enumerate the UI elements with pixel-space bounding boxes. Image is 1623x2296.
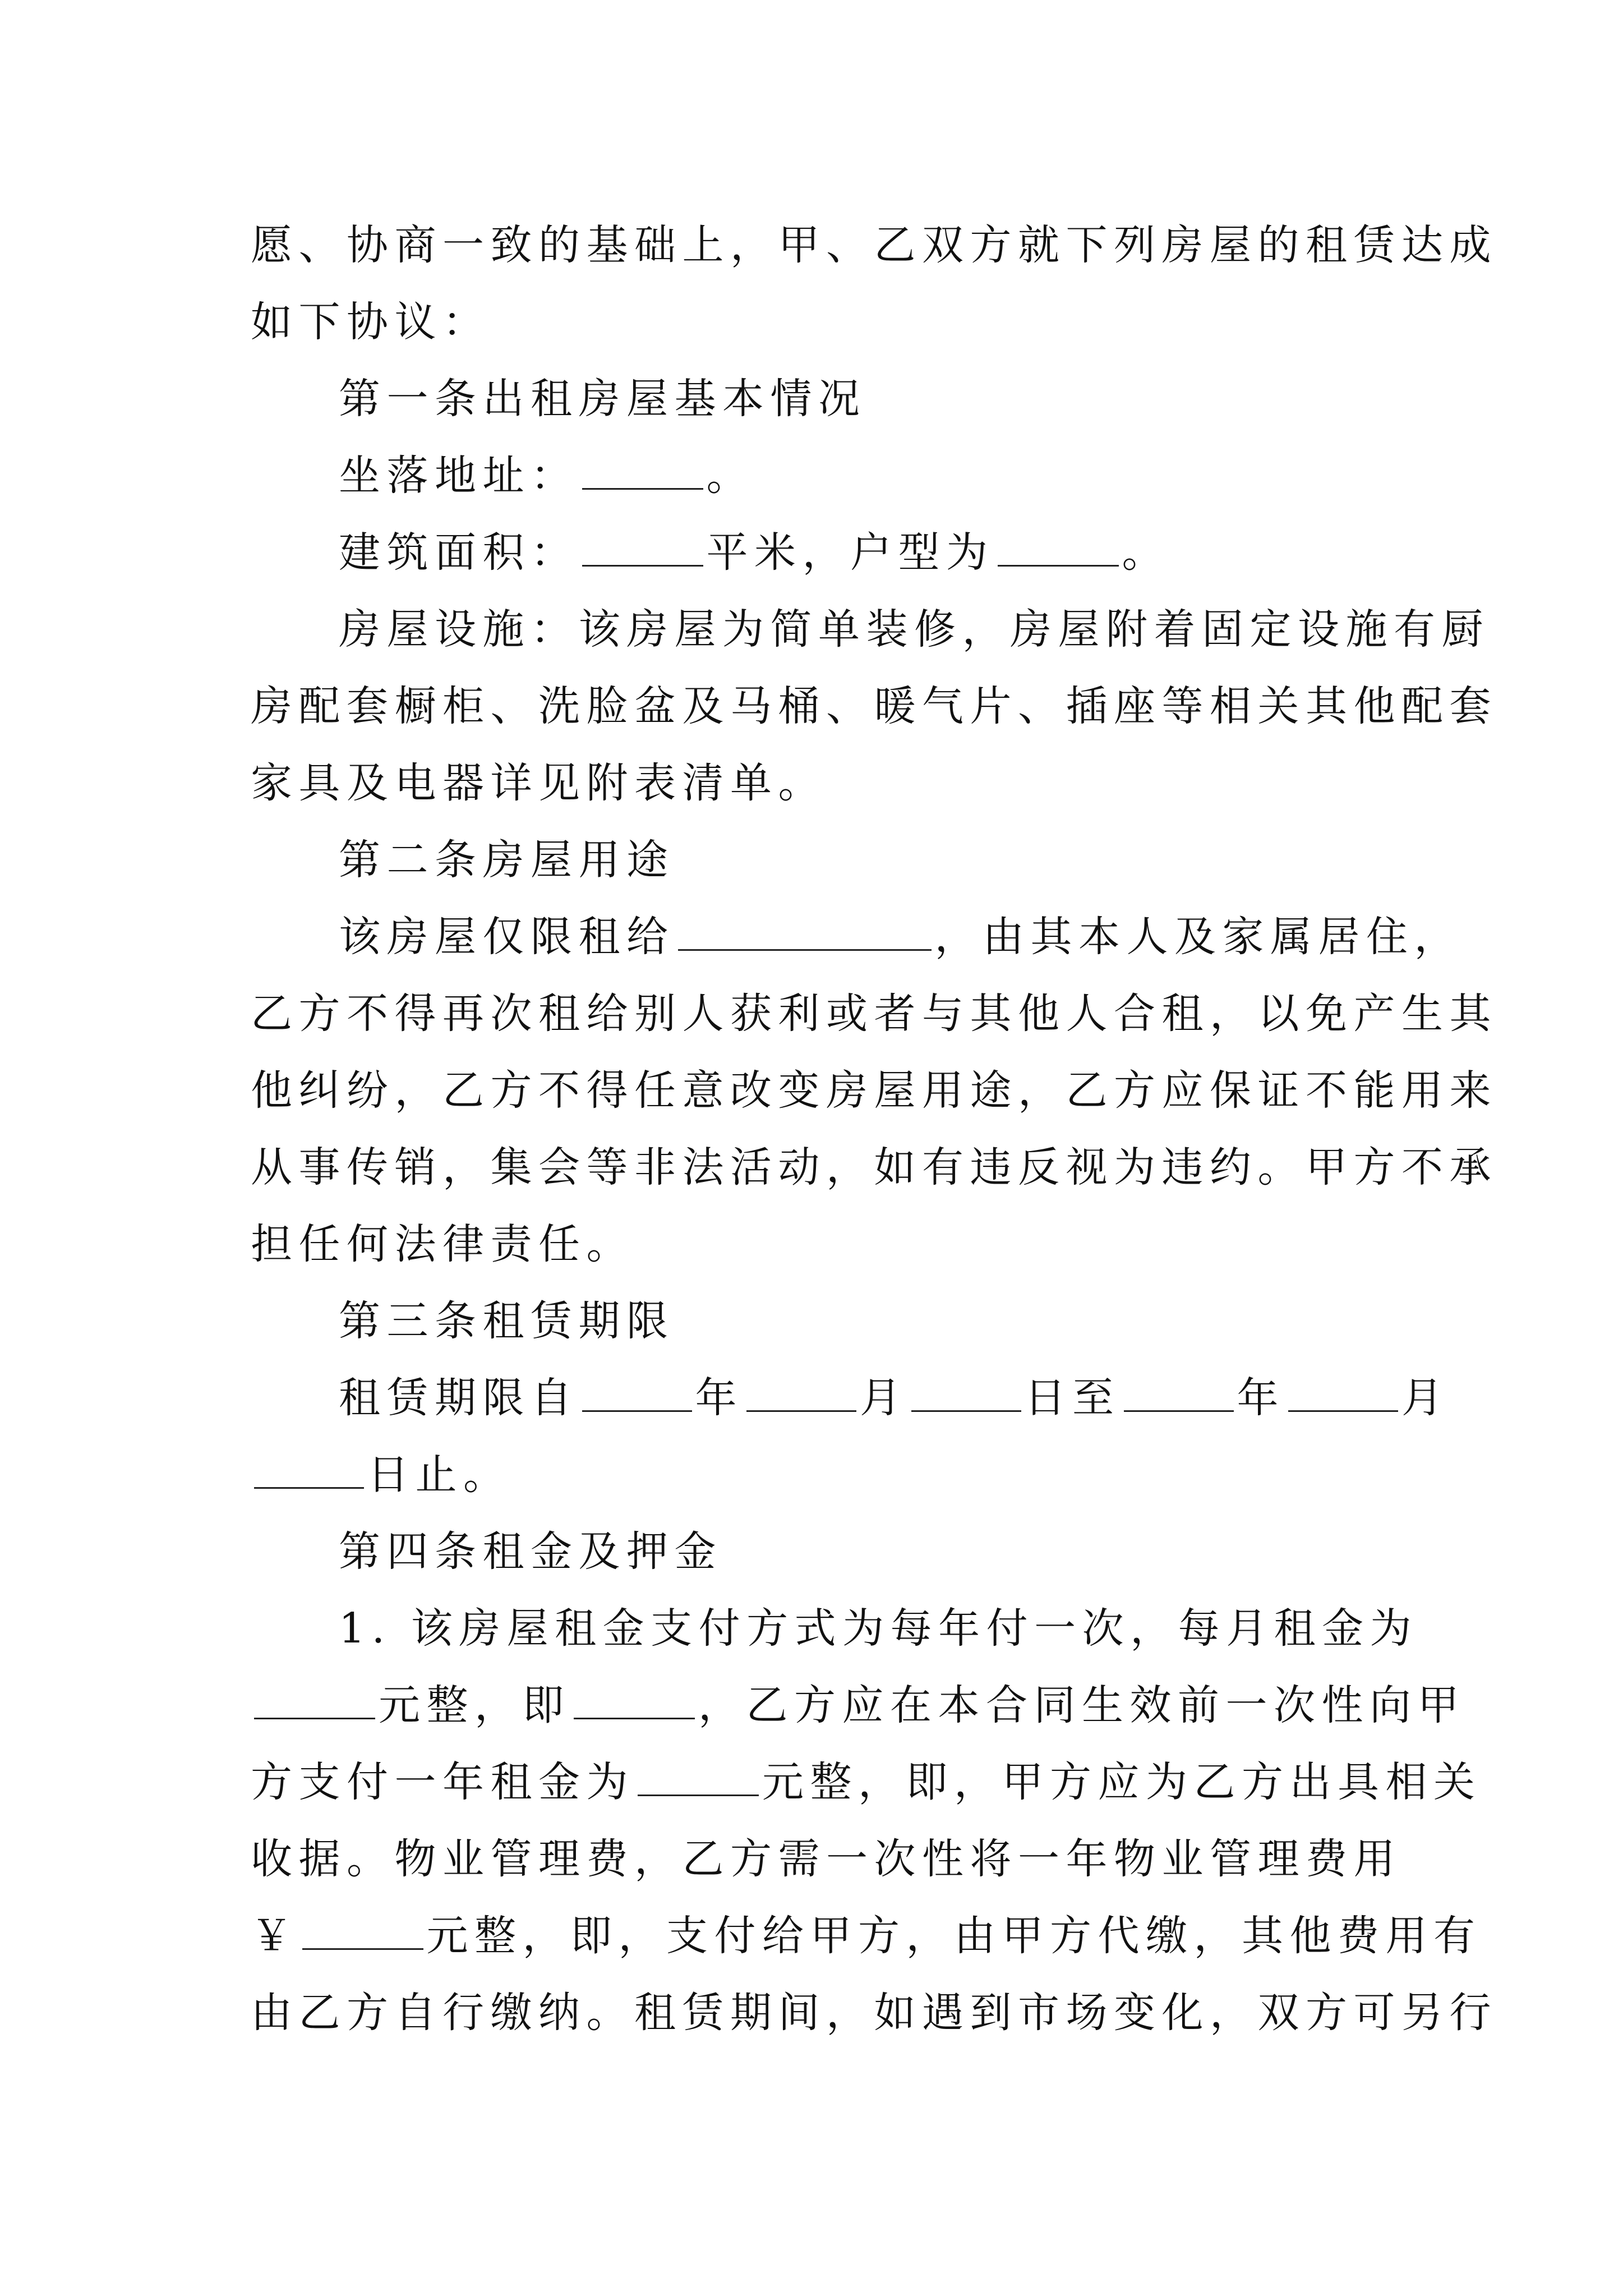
paragraph-line: 从事传销，集会等非法活动，如有违反视为违约。甲方不承 [251,1143,1497,1191]
property-fee-blank[interactable] [302,1915,423,1950]
monthly-rent-blank[interactable] [254,1684,375,1719]
paragraph-line: 愿、协商一致的基础上，甲、乙双方就下列房屋的租赁达成 [251,221,1497,269]
layout-blank[interactable] [998,531,1119,567]
article-heading-2: 第二条房屋用途 [339,836,675,884]
paragraph-line: 如下协议： [251,298,491,346]
start-month-blank[interactable] [746,1377,856,1412]
paragraph-line: 房配套橱柜、洗脸盆及马桶、暖气片、插座等相关其他配套 [251,682,1497,730]
paragraph-line: 收据。物业管理费，乙方需一次性将一年物业管理费用 [251,1835,1401,1883]
address-blank[interactable] [582,454,703,490]
annual-rent-line: 方支付一年租金为 元整，即，甲方应为乙方出具相关 [251,1758,1482,1806]
article-heading-3: 第三条租赁期限 [339,1297,675,1345]
property-fee-line: ￥ 元整，即，支付给甲方，由甲方代缴，其他费用有 [251,1912,1482,1960]
article-heading-4: 第四条租金及押金 [339,1527,722,1576]
end-year-blank[interactable] [1124,1377,1234,1412]
rent-amount-line: 元整，即 ，乙方应在本合同生效前一次性向甲 [251,1667,1417,1744]
paragraph-line: 他纠纷，乙方不得任意改变房屋用途，乙方应保证不能用来 [251,1066,1497,1115]
annual-rent-blank[interactable] [638,1761,759,1796]
paragraph-line: 乙方不得再次租给别人获利或者与其他人合租，以免产生其 [251,990,1497,1038]
tenant-blank[interactable] [678,915,932,951]
paragraph-line: 家具及电器详见附表清单。 [251,759,826,807]
address-line: 坐落地址： 。 [339,452,754,500]
area-line: 建筑面积： 平米，户型为 。 [339,528,1170,577]
paragraph-line: 担任何法律责任。 [251,1220,634,1268]
rent-line: 1. 该房屋租金支付方式为每年付一次，每月租金为 [339,1604,1418,1653]
area-blank[interactable] [582,531,703,567]
term-line: 租赁期限自 年 月 日至 年 月 [339,1374,1450,1422]
end-day-blank[interactable] [254,1453,364,1489]
paragraph-line: 由乙方自行缴纳。租赁期间，如遇到市场变化，双方可另行 [251,1989,1497,2037]
article-heading-1: 第一条出租房屋基本情况 [339,375,866,423]
end-month-blank[interactable] [1288,1377,1398,1412]
start-day-blank[interactable] [911,1377,1021,1412]
tenant-line: 该房屋仅限租给 ，由其本人及家属居住， [339,913,1462,961]
term-end-line: 日止。 [251,1437,1417,1513]
start-year-blank[interactable] [582,1377,692,1412]
monthly-rent-words-blank[interactable] [574,1684,695,1719]
paragraph-line: 房屋设施：该房屋为简单装修，房屋附着固定设施有厨 [339,605,1490,654]
